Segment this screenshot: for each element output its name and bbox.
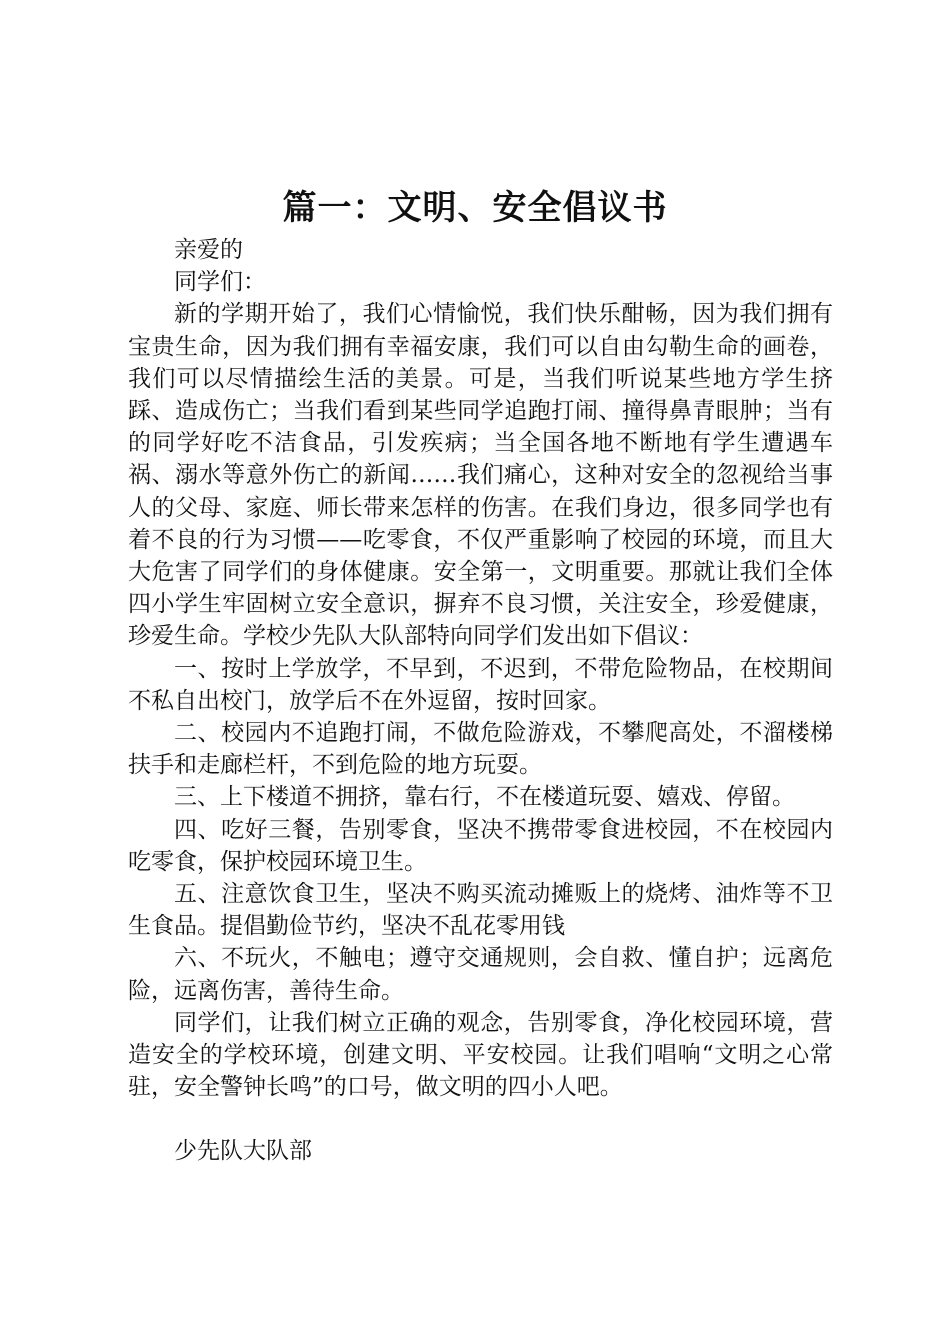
salutation-line-2: 同学们： xyxy=(174,269,266,296)
proposal-item-4: 四、吃好三餐，告别零食，坚决不携带零食进校园，不在校园内吃零食，保护校园环境卫生。 xyxy=(128,816,833,875)
signature: 少先队大队部 xyxy=(174,1138,312,1165)
salutation-line-1: 亲爱的 xyxy=(174,237,243,263)
proposal-item-1: 一、按时上学放学，不早到，不迟到，不带危险物品，在校期间不私自出校门，放学后不在外逗留，按时回家。 xyxy=(128,655,833,714)
proposal-item-2: 二、校园内不追跑打闹，不做危险游戏，不攀爬高处，不溜楼梯扶手和走廊栏杆，不到危险的地方玩耍。 xyxy=(128,720,833,779)
proposal-item-6: 六、不玩火，不触电；遵守交通规则，会自救、懂自护；远离危险，远离伤害，善待生命。 xyxy=(128,945,833,1004)
document-title: 篇一：文明、安全倡议书 xyxy=(282,188,668,228)
document-body xyxy=(128,234,833,1168)
signature-spacer xyxy=(128,1103,833,1135)
proposal-item-3: 三、上下楼道不拥挤，靠右行，不在楼道玩耍、嬉戏、停留。 xyxy=(174,784,795,811)
intro-paragraph: 新的学期开始了，我们心情愉悦，我们快乐酣畅，因为我们拥有宝贵生命，因为我们拥有幸福安康，我们可以自由勾勒生命的画卷，我们可以尽情描绘生活的美景。可是，当我们听说某些地方学生挤踩、造成伤亡；当我们看到某些同学追跑打闹、撞得鼻青眼肿；当有的同学好吃不洁食品，引发疾病；当全国各地不断地有学生遭遇车祸、溺水等意外伤亡的新闻……我们痛心，这种对安全的忽视给当事人的父母、家庭、师长带来怎样的伤害。在我们身边，很多同学也有着不良的行为习惯——吃零食，不仅严重影响了校园的环境，而且大大危害了同学们的身体健康。安全第一，文明重要。那就让我们全体四小学生牢固树立安全意识，摒弃不良习惯，关注安全，珍爱健康，珍爱生命。学校少先队大队部特向同学们发出如下倡议： xyxy=(128,301,833,650)
closing-paragraph: 同学们，让我们树立正确的观念，告别零食，净化校园环境，营造安全的学校环境，创建文明、平安校园。让我们唱响“文明之心常驻，安全警钟长鸣”的口号，做文明的四小人吧。 xyxy=(128,1009,833,1101)
proposal-item-5: 五、注意饮食卫生，坚决不购买流动摊贩上的烧烤、油炸等不卫生食品。提倡勤俭节约，坚决不乱花零用钱 xyxy=(128,881,833,940)
